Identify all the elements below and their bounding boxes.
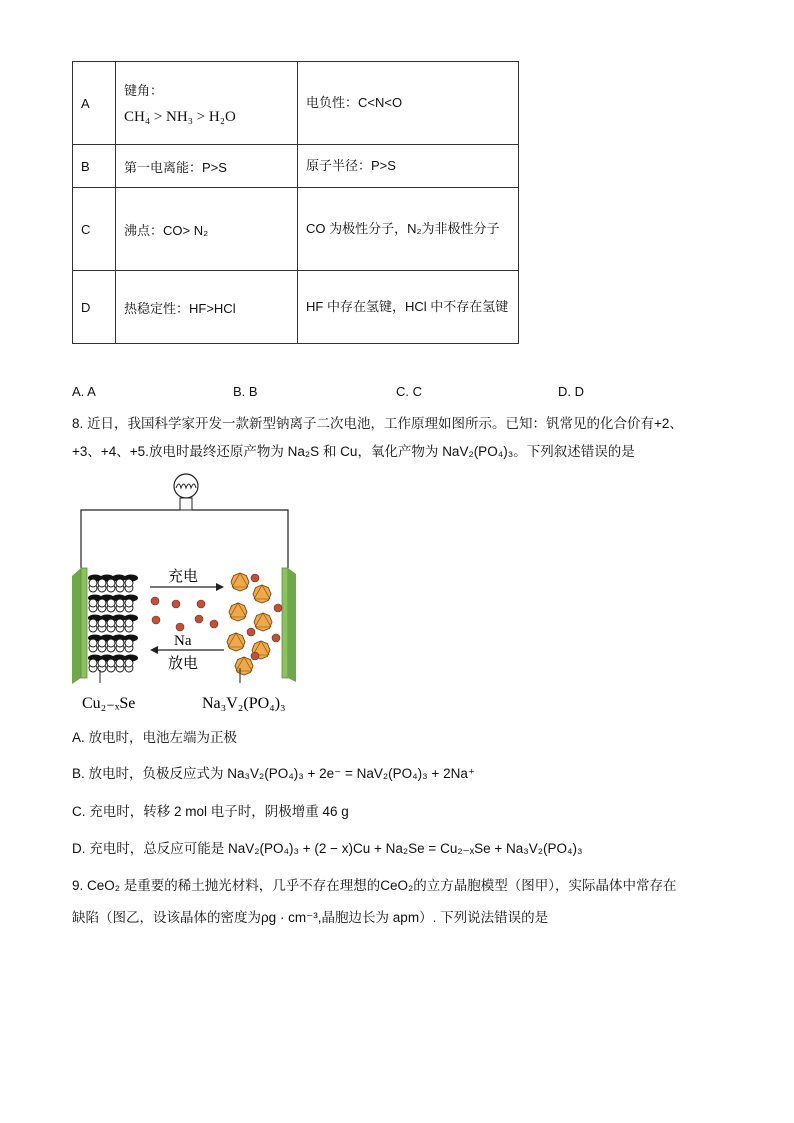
light-bulb-icon bbox=[174, 474, 198, 510]
vanadium-phosphate-polyhedron bbox=[254, 613, 272, 631]
vanadium-phosphate-polyhedron bbox=[235, 657, 253, 675]
row-left-cell: 第一电离能：P>S bbox=[116, 145, 298, 188]
row-left-cell bbox=[116, 62, 298, 145]
table-row bbox=[73, 62, 519, 145]
table-row bbox=[73, 145, 519, 188]
row-right-cell: 电负性：C<N<O bbox=[298, 62, 519, 145]
q8-option-a[interactable]: A. 放电时，电池左端为正极 bbox=[72, 730, 238, 745]
vanadium-phosphate-polyhedron bbox=[231, 573, 249, 591]
left-electrode bbox=[72, 568, 87, 684]
cu-atom-mark bbox=[98, 619, 106, 627]
q7-option-table bbox=[72, 61, 519, 344]
cu-atom-mark bbox=[107, 599, 115, 607]
right-electrode bbox=[282, 568, 296, 682]
cu-atom-mark bbox=[125, 619, 133, 627]
q8-stem-line1: 8. 近日，我国科学家开发一款新型钠离子二次电池，工作原理如图所示。已知：钒常见的化合价有+2、 bbox=[72, 416, 683, 431]
na-ion-dot bbox=[176, 623, 184, 631]
cu-atom-mark bbox=[89, 599, 97, 607]
cu-atom-mark bbox=[116, 599, 124, 607]
q8-option-d[interactable]: D. 充电时，总反应可能是 NaV₂(PO₄)₃ + (2 − x)Cu + Na₂Se = Cu₂₋ₓSe + Na₃V₂(PO₄)₃ bbox=[72, 841, 583, 856]
row-right-cell: CO 为极性分子，N₂为非极性分子 bbox=[298, 188, 519, 271]
cu-atom-mark bbox=[116, 639, 124, 647]
vanadium-phosphate-polyhedron bbox=[227, 633, 245, 651]
row-right-cell: 原子半径：P>S bbox=[298, 145, 519, 188]
cu-atom-mark bbox=[107, 639, 115, 647]
q8-option-b[interactable]: B. 放电时，负极反应式为 Na₃V₂(PO₄)₃ + 2e⁻ = NaV₂(PO₄)₃ + 2Na⁺ bbox=[72, 766, 475, 781]
cu-atom-mark bbox=[89, 579, 97, 587]
cu-atom-mark bbox=[98, 599, 106, 607]
na-ion-dot bbox=[172, 600, 180, 608]
table-row bbox=[73, 188, 519, 271]
cu-atom-mark bbox=[125, 599, 133, 607]
na-ion-dot bbox=[272, 634, 280, 642]
na-ion-dot bbox=[195, 615, 203, 623]
cu-atom-mark bbox=[125, 639, 133, 647]
polyhedra-cluster bbox=[227, 573, 272, 675]
na-ion-dot bbox=[152, 616, 160, 624]
cu-atom-mark bbox=[89, 659, 97, 667]
q8-stem-line2: +3、+4、+5.放电时最终还原产物为 Na₂S 和 Cu，氧化产物为 NaV₂(PO₄)₃。下列叙述错误的是 bbox=[72, 444, 635, 459]
discharge-label: 放电 bbox=[168, 656, 199, 672]
na-ion-dot bbox=[151, 597, 159, 605]
row-label: A bbox=[73, 62, 116, 145]
cu-atom-mark bbox=[89, 619, 97, 627]
q8-option-c[interactable]: C. 充电时，转移 2 mol 电子时，阴极增重 46 g bbox=[72, 804, 349, 819]
charge-label: 充电 bbox=[168, 569, 199, 585]
cell-formula bbox=[124, 109, 289, 126]
row-left-cell: 沸点：CO> N₂ bbox=[116, 188, 298, 271]
cu-atom-mark bbox=[107, 659, 115, 667]
q7-choice-d[interactable]: D. D bbox=[558, 384, 584, 399]
q9-line2: 缺陷（图乙，设该晶体的密度为ρg · cm⁻³,晶胞边长为 apm）. 下列说法错误的是 bbox=[72, 910, 549, 925]
q7-choice-b[interactable]: B. B bbox=[233, 384, 258, 399]
na-ion-dot bbox=[251, 652, 259, 660]
external-circuit-wire bbox=[81, 510, 288, 568]
row-label: B bbox=[73, 145, 116, 188]
cu-atom-mark bbox=[107, 619, 115, 627]
cu-atom-mark bbox=[98, 659, 106, 667]
cu-atom-mark bbox=[107, 579, 115, 587]
q9-stem bbox=[72, 872, 732, 932]
formula-text: CH₄ > NH₃ > H₂O bbox=[124, 109, 236, 125]
ion-label: Na bbox=[174, 633, 192, 649]
row-left-cell: 热稳定性：HF>HCl bbox=[116, 271, 298, 344]
vanadium-phosphate-polyhedron bbox=[229, 603, 247, 621]
row-label: C bbox=[73, 188, 116, 271]
q7-choice-c[interactable]: C. C bbox=[396, 384, 422, 399]
cu-atom-mark bbox=[125, 579, 133, 587]
cu-atom-mark bbox=[98, 579, 106, 587]
na-ion-dot bbox=[251, 574, 259, 582]
right-electrode-label: Na₃V₂(PO₄)₃ bbox=[202, 695, 286, 712]
table-row bbox=[73, 271, 519, 344]
na-ion-dot bbox=[197, 600, 205, 608]
cell-title: 键角： bbox=[124, 83, 164, 98]
vanadium-phosphate-polyhedron bbox=[253, 585, 271, 603]
q8-stem bbox=[72, 410, 732, 466]
q9-line1: 9. CeO₂ 是重要的稀土抛光材料，几乎不存在理想的CeO₂的立方晶胞模型（图甲），实际晶体中常存在 bbox=[72, 878, 677, 893]
cu-atom-mark bbox=[89, 639, 97, 647]
cu-se-layers bbox=[88, 575, 138, 673]
cu-atom-mark bbox=[116, 659, 124, 667]
cu-atom-mark bbox=[116, 619, 124, 627]
row-right-cell: HF 中存在氢键，HCl 中不存在氢键 bbox=[298, 271, 519, 344]
row-label: D bbox=[73, 271, 116, 344]
cu-atom-mark bbox=[125, 659, 133, 667]
na-ion-dot bbox=[274, 604, 282, 612]
battery-diagram bbox=[68, 470, 318, 715]
na-ion-dot bbox=[247, 628, 255, 636]
cu-atom-mark bbox=[116, 579, 124, 587]
cu-atom-mark bbox=[98, 639, 106, 647]
left-electrode-label: Cu₂₋ₓSe bbox=[82, 695, 136, 712]
na-ion-dot bbox=[210, 620, 218, 628]
q7-choice-a[interactable]: A. A bbox=[72, 384, 96, 399]
